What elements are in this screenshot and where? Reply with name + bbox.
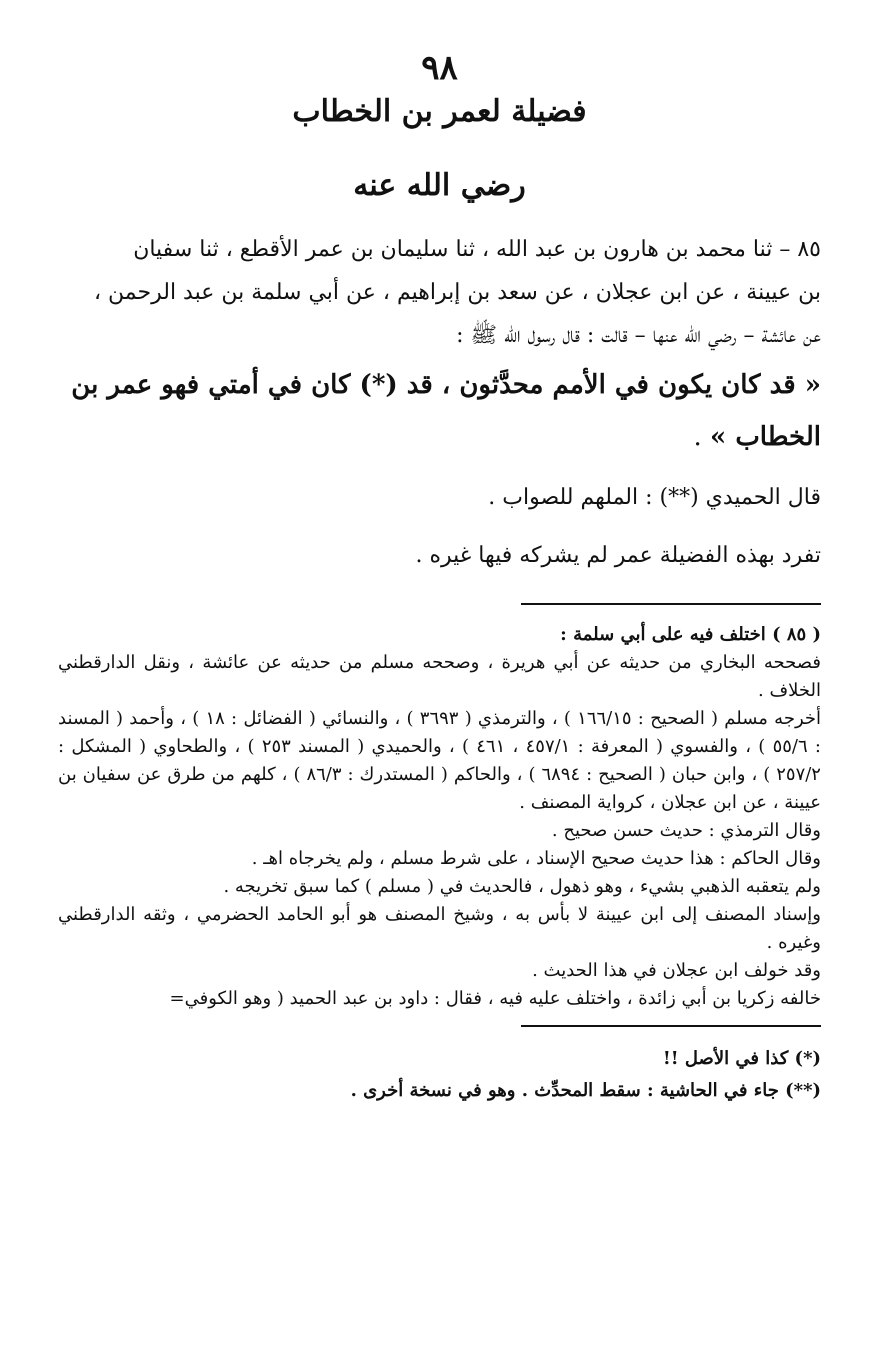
isnad-line: عن عائشة – رضي الله عنها – قالت : قال رسول الله ﷺ : bbox=[456, 323, 821, 348]
isnad-line: ٨٥ – ثنا محمد بن هارون بن عبد الله ، ثنا سليمان بن عمر الأقطع ، ثنا سفيان bbox=[133, 237, 821, 262]
note-paragraph: خالفه زكريا بن أبي زائدة ، واختلف عليه فيه ، فقال : داود بن عبد الحميد ( وهو الكوفي= bbox=[169, 988, 821, 1009]
footnote-mark: (**) bbox=[785, 1080, 821, 1101]
hadith-matn: « قد كان يكون في الأمم محدَّثون ، قد (*) كان في أمتي فهو عمر بن الخطاب » bbox=[71, 370, 821, 452]
note-paragraph: وقال الترمذي : حديث حسن صحيح . bbox=[551, 820, 821, 841]
footnote-mark: (*) bbox=[794, 1048, 821, 1069]
takhrij-notes bbox=[58, 621, 821, 1013]
note-paragraph: وإسناد المصنف إلى ابن عيينة لا بأس به ، وشيخ المصنف هو أبو الحامد الحضرمي ، وثقه الدارقطني وغيره . bbox=[58, 904, 821, 953]
chapter-subtitle: رضي الله عنه bbox=[353, 168, 526, 203]
isnad-line: بن عيينة ، عن ابن عجلان ، عن سعد بن إبراهيم ، عن أبي سلمة بن عبد الرحمن ، bbox=[93, 280, 821, 305]
footnote bbox=[58, 1075, 821, 1107]
notes-heading: ( ٨٥ ) اختلف فيه على أبي سلمة : bbox=[560, 624, 821, 645]
footnotes-divider bbox=[521, 1025, 821, 1027]
footnotes bbox=[58, 1043, 821, 1107]
hadith-text bbox=[58, 359, 821, 463]
remarks-block bbox=[58, 469, 821, 585]
note-paragraph: ولم يتعقبه الذهبي بشيء ، وهو ذهول ، فالحديث في ( مسلم ) كما سبق تخريجه . bbox=[223, 876, 821, 897]
footnote-text: جاء في الحاشية : سقط المحدِّث . وهو في نسخة أخرى . bbox=[350, 1080, 786, 1101]
hadith-tail: . bbox=[693, 422, 711, 452]
remark-line: تفرد بهذه الفضيلة عمر لم يشركه فيها غيره . bbox=[415, 543, 821, 568]
footnote-text: كذا في الأصل !! bbox=[662, 1048, 795, 1069]
note-paragraph: وقد خولف ابن عجلان في هذا الحديث . bbox=[532, 960, 821, 981]
chapter-title: فضيلة لعمر بن الخطاب bbox=[292, 94, 587, 129]
note-paragraph: فصححه البخاري من حديثه عن أبي هريرة ، وصححه مسلم من حديثه عن عائشة ، ونقل الدارقطني الخلاف . bbox=[58, 652, 821, 701]
note-paragraph: وقال الحاكم : هذا حديث صحيح الإسناد ، على شرط مسلم ، ولم يخرجاه اهـ . bbox=[251, 848, 821, 869]
page-number: ٩٨ bbox=[421, 48, 458, 88]
remark-line: قال الحميدي (**) : الملهم للصواب . bbox=[488, 485, 821, 510]
note-paragraph: أخرجه مسلم ( الصحيح : ١٦٦/١٥ ) ، والترمذي ( ٣٦٩٣ ) ، والنسائي ( الفضائل : ١٨ ) ، وأحمد ( المسند : ٥٥/٦ ) ، والفسوي ( المعرفة : ٤٥٧/١ ، ٤٦١ ) ، والحميدي ( المسند ٢٥٣ ) ، والطحاوي ( المشكل : ٢٥٧/٢ ) ، وابن حبان ( الصحيح : ٦٨٩٤ ) ، والحاكم ( المستدرك : ٨٦/٣ ) ، كلهم من طرق عن سفيان بن عيينة ، عن ابن عجلان ، كرواية المصنف . bbox=[58, 708, 822, 813]
isnad-block bbox=[58, 228, 821, 357]
notes-divider bbox=[521, 603, 821, 605]
footnote bbox=[58, 1043, 821, 1075]
